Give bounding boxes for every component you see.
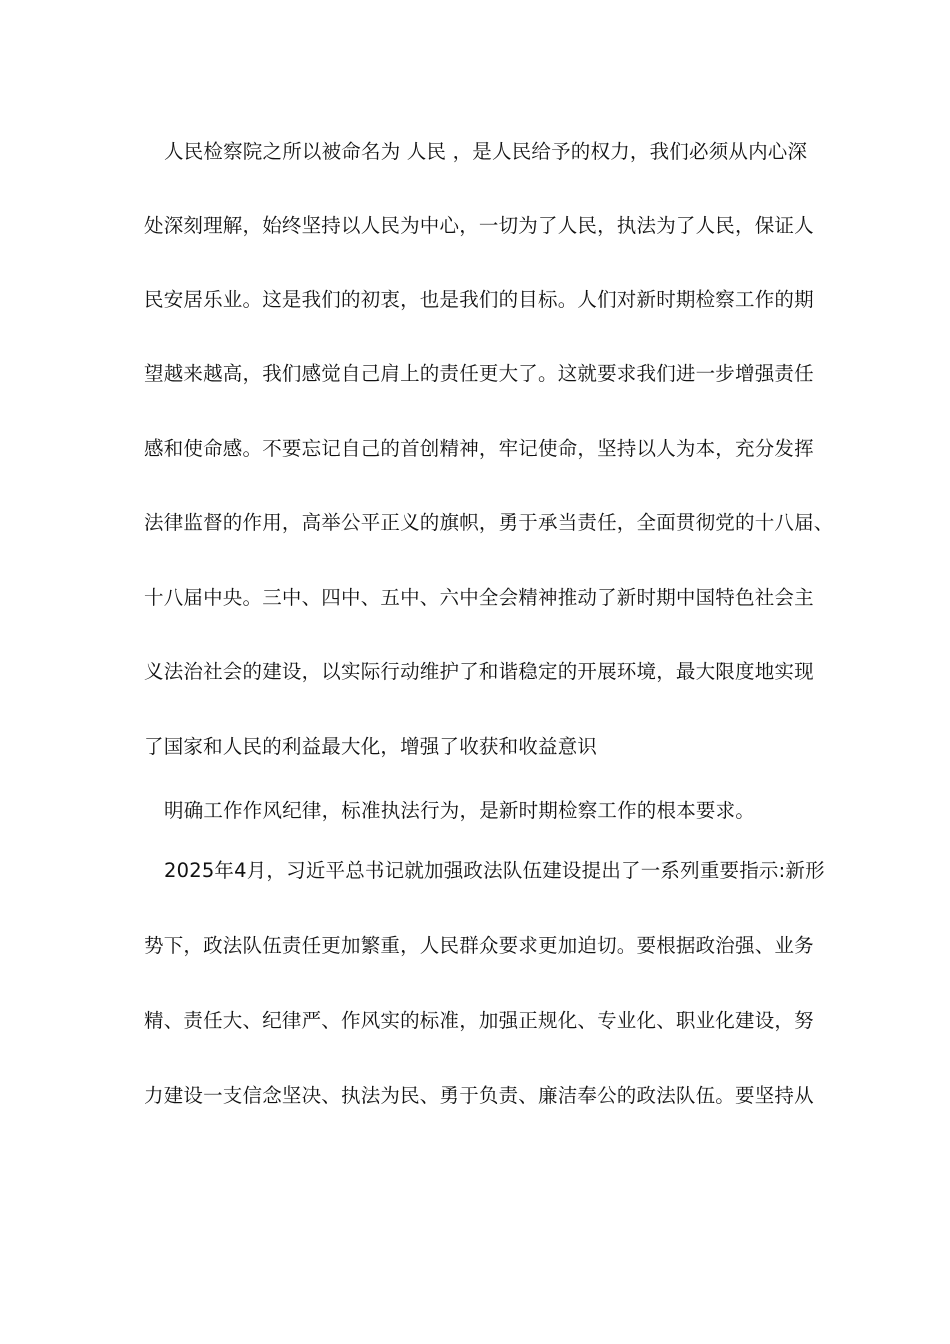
paragraph-2-line-1: 明确工作作风纪律，标准执法行为，是新时期检察工作的根本要求。 [164, 799, 756, 822]
paragraph-3-line-1: 2025年4月，习近平总书记就加强政法队伍建设提出了一系列重要指示:新形 [164, 859, 825, 882]
paragraph-1-line-1: 人民检察院之所以被命名为 人民 ，是人民给予的权力，我们必须从内心深 [164, 140, 808, 163]
paragraph-1-line-8: 义法治社会的建设，以实际行动维护了和谐稳定的开展环境，最大限度地实现 [144, 660, 814, 683]
paragraph-1-line-7: 十八届中央。三中、四中、五中、六中全会精神推动了新时期中国特色社会主 [144, 586, 814, 609]
paragraph-3-line-2: 势下，政法队伍责任更加繁重，人民群众要求更加迫切。要根据政治强、业务 [144, 934, 814, 957]
paragraph-1-line-9: 了国家和人民的利益最大化，增强了收获和收益意识 [144, 735, 598, 758]
paragraph-1-line-2: 处深刻理解，始终坚持以人民为中心，一切为了人民，执法为了人民，保证人 [144, 214, 814, 237]
paragraph-1-line-3: 民安居乐业。这是我们的初衷，也是我们的目标。人们对新时期检察工作的期 [144, 288, 814, 311]
paragraph-1-line-5: 感和使命感。不要忘记自己的首创精神，牢记使命，坚持以人为本，充分发挥 [144, 437, 814, 460]
paragraph-3-line-3: 精、责任大、纪律严、作风实的标准，加强正规化、专业化、职业化建设，努 [144, 1009, 814, 1032]
paragraph-1-line-4: 望越来越高，我们感觉自己肩上的责任更大了。这就要求我们进一步增强责任 [144, 362, 814, 385]
paragraph-1-line-6: 法律监督的作用，高举公平正义的旗帜，勇于承当责任，全面贯彻党的十八届、 [144, 511, 834, 534]
paragraph-3-line-4: 力建设一支信念坚决、执法为民、勇于负责、廉洁奉公的政法队伍。要坚持从 [144, 1084, 814, 1107]
